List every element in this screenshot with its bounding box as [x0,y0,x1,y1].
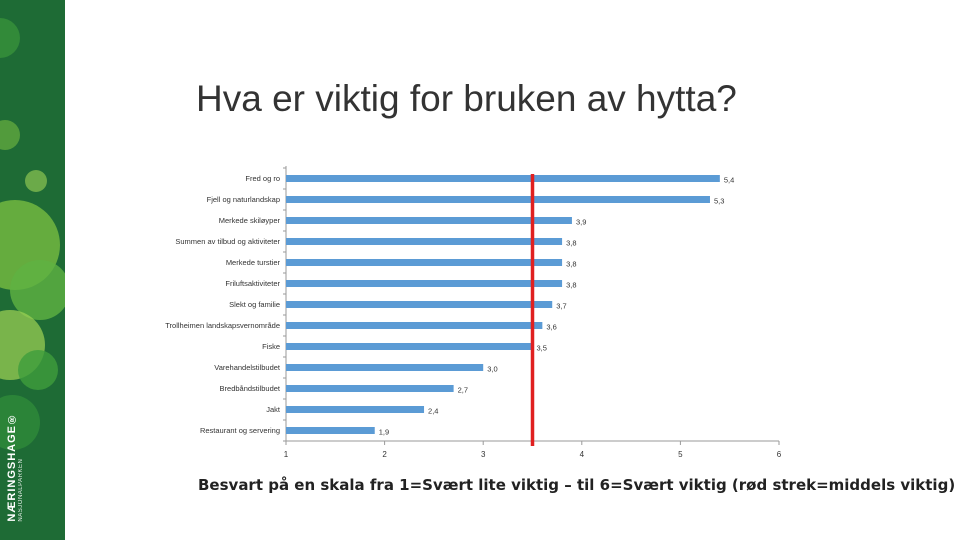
category-label: Slekt og familie [229,300,280,309]
bar [286,259,562,266]
x-tick-label: 4 [579,450,585,459]
bar [286,301,552,308]
bar [286,427,375,434]
data-label: 2,4 [428,406,439,416]
data-label: 3,5 [536,343,547,353]
bar [286,238,562,245]
data-label: 3,0 [487,364,498,374]
category-label: Jakt [266,405,280,414]
bar [286,385,454,392]
category-label: Merkede skiløyper [218,216,280,225]
category-label: Trollheimen landskapsvernområde [165,321,280,330]
bar [286,322,542,329]
slide-caption: Besvart på en skala fra 1=Svært lite viktig – til 6=Svært viktig (rød strek=middels viktig) [198,476,956,494]
data-label: 3,8 [566,238,577,248]
data-label: 3,6 [546,322,557,332]
data-label: 5,3 [713,196,725,206]
category-label: Fjell og naturlandskap [206,195,280,204]
bar [286,175,720,182]
category-label: Varehandelstilbudet [214,363,280,372]
brand-subtitle: NASJONALPARKEN [18,459,24,522]
category-label: Merkede turstier [225,258,280,267]
data-label: 1,9 [378,427,390,437]
brand-name: NÆRINGSHAGE® [6,412,18,522]
bar [286,196,710,203]
x-tick-label: 1 [283,450,289,459]
x-tick-label: 5 [678,450,683,459]
category-label: Friluftsaktiviteter [225,279,280,288]
bar [286,217,572,224]
bar [286,280,562,287]
x-tick-label: 6 [776,450,782,459]
data-label: 3,8 [566,259,577,269]
category-label: Fred og ro [245,174,280,183]
bar [286,343,533,350]
data-label: 3,7 [556,301,567,311]
data-label: 2,7 [457,385,469,395]
category-label: Restaurant og servering [199,426,280,435]
category-label: Summen av tilbud og aktiviteter [175,237,280,246]
bar [286,406,424,413]
category-label: Fiske [262,342,280,351]
x-tick-label: 2 [382,450,387,459]
data-label: 3,8 [566,280,577,290]
slide-title: Hva er viktig for bruken av hytta? [196,78,737,119]
data-label: 5,4 [723,175,735,185]
bar [286,364,483,371]
category-label: Bredbåndstilbudet [219,384,280,393]
x-tick-label: 3 [480,450,486,459]
data-label: 3,9 [575,217,587,227]
